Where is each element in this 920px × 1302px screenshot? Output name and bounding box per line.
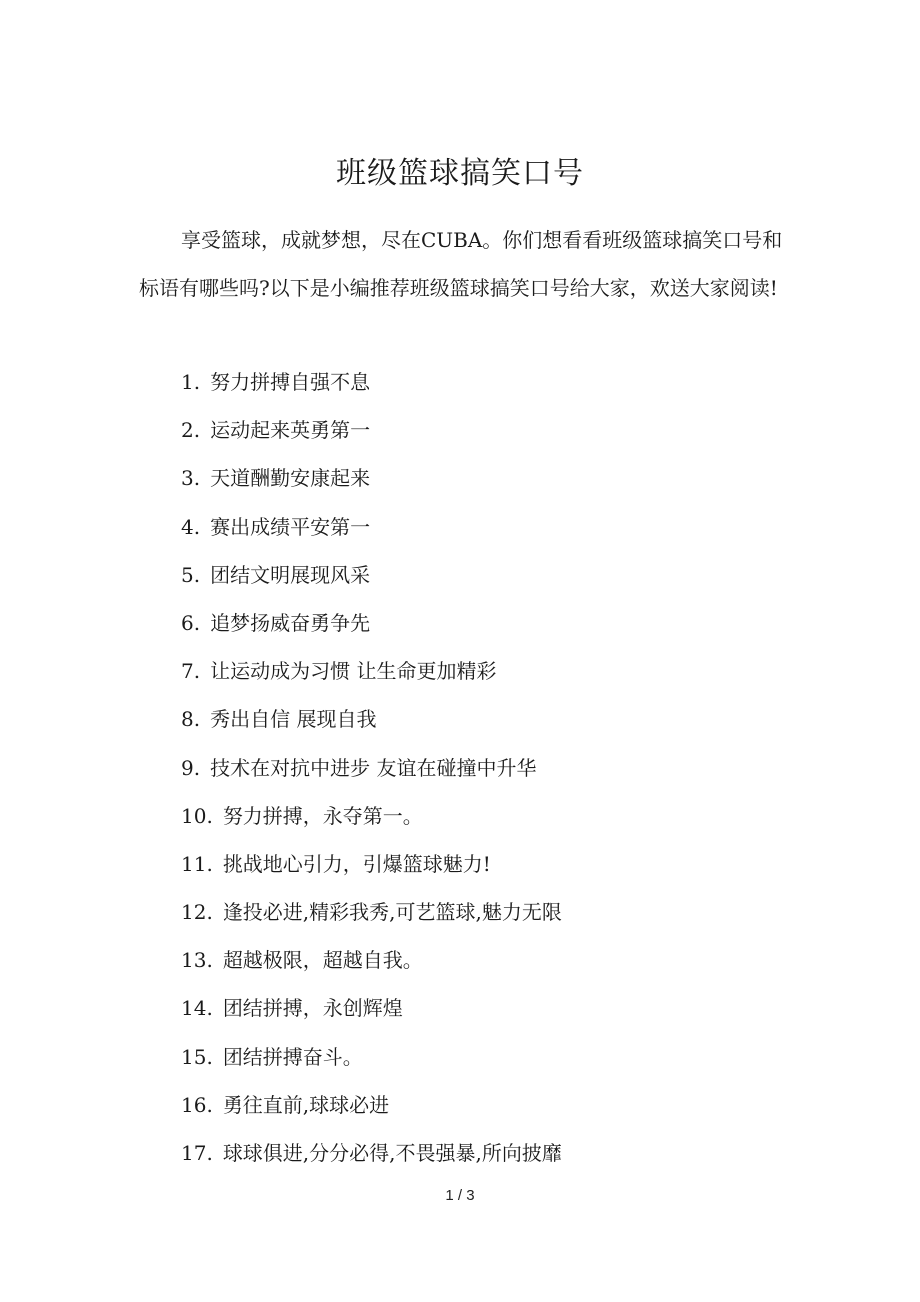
list-item bbox=[181, 936, 801, 984]
item-text: 球球俱进,分分必得,不畏强暴,所向披靡 bbox=[222, 1141, 562, 1165]
list-item bbox=[181, 840, 801, 888]
item-text: 挑战地心引力，引爆篮球魅力! bbox=[222, 851, 491, 876]
item-text: 追梦扬威奋勇争先 bbox=[210, 610, 371, 635]
item-text: 勇往直前,球球必进 bbox=[222, 1092, 390, 1117]
item-text: 努力拼搏自强不息 bbox=[210, 370, 371, 394]
list-item bbox=[181, 1081, 801, 1129]
list-item bbox=[181, 1129, 801, 1177]
list-item bbox=[181, 1033, 801, 1081]
document-title: 班级篮球搞笑口号 bbox=[336, 156, 584, 191]
item-number: 7. bbox=[181, 659, 201, 684]
item-number: 17. bbox=[181, 1141, 213, 1165]
item-number: 14. bbox=[181, 996, 213, 1021]
item-text: 运动起来英勇第一 bbox=[210, 418, 371, 443]
item-number: 9. bbox=[181, 755, 201, 780]
item-number: 11. bbox=[181, 851, 213, 876]
item-text: 努力拼搏，永夺第一。 bbox=[222, 803, 423, 828]
item-text: 团结文明展现风采 bbox=[210, 562, 371, 587]
list-item bbox=[181, 454, 801, 502]
item-text: 技术在对抗中进步 友谊在碰撞中升华 bbox=[210, 755, 537, 780]
list-item bbox=[181, 647, 801, 695]
item-number: 15. bbox=[181, 1044, 213, 1069]
item-number: 13. bbox=[181, 948, 213, 973]
list-item bbox=[181, 599, 801, 647]
list-item bbox=[181, 984, 801, 1032]
item-text: 赛出成绩平安第一 bbox=[210, 514, 371, 539]
list-item bbox=[181, 744, 801, 792]
item-number: 8. bbox=[181, 707, 201, 732]
item-number: 5. bbox=[181, 562, 201, 587]
list-item bbox=[181, 551, 801, 599]
item-text: 团结拼搏，永创辉煌 bbox=[222, 996, 403, 1021]
item-text: 团结拼搏奋斗。 bbox=[222, 1044, 363, 1069]
item-number: 12. bbox=[181, 900, 213, 925]
list-item bbox=[181, 888, 801, 936]
item-number: 10. bbox=[181, 803, 213, 828]
list-item bbox=[181, 503, 801, 551]
intro-paragraph: 享受篮球，成就梦想，尽在CUBA。你们想看看班级篮球搞笑口号和标语有哪些吗?以下是小编推荐班级篮球搞笑口号给大家，欢送大家阅读! bbox=[139, 228, 783, 300]
item-text: 逢投必进,精彩我秀,可艺篮球,魅力无限 bbox=[222, 900, 562, 925]
item-text: 让运动成为习惯 让生命更加精彩 bbox=[210, 659, 497, 684]
item-text: 天道酬勤安康起来 bbox=[210, 466, 371, 491]
item-text: 秀出自信 展现自我 bbox=[210, 707, 377, 732]
slogan-list bbox=[181, 358, 801, 1177]
item-number: 16. bbox=[181, 1092, 213, 1117]
page-indicator: 1 / 3 bbox=[445, 1187, 475, 1204]
list-item bbox=[181, 695, 801, 743]
list-item bbox=[181, 358, 801, 406]
item-number: 6. bbox=[181, 610, 201, 635]
item-text: 超越极限，超越自我。 bbox=[222, 948, 423, 973]
item-number: 3. bbox=[181, 466, 201, 491]
list-item bbox=[181, 792, 801, 840]
item-number: 4. bbox=[181, 514, 201, 539]
item-number: 2. bbox=[181, 418, 201, 443]
list-item bbox=[181, 406, 801, 454]
item-number: 1. bbox=[181, 370, 201, 394]
